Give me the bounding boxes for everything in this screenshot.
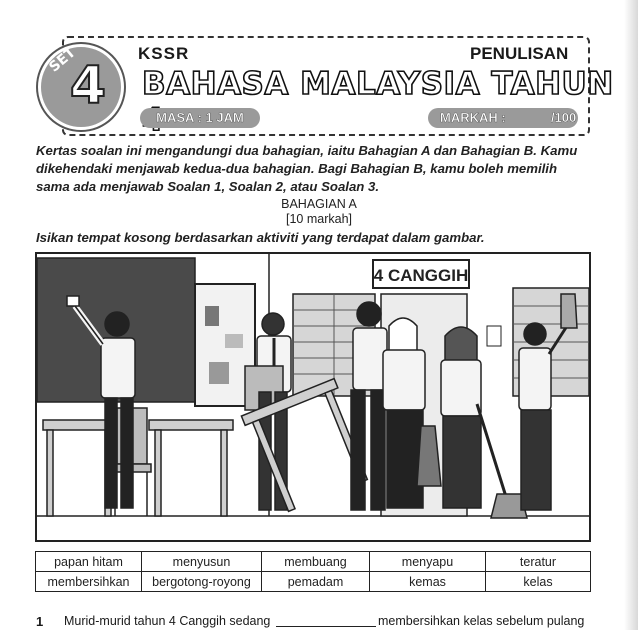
question-number: 1 (36, 614, 44, 629)
section-marks: [10 markah] (285, 212, 352, 226)
question-text-before: Murid-murid tahun 4 Canggih sedang (64, 614, 271, 628)
word-bank-cell: bergotong-royong (142, 572, 262, 592)
task-instruction: Isikan tempat kosong berdasarkan aktiviti yang terdapat dalam gambar. (36, 230, 485, 245)
word-bank-row (36, 552, 591, 572)
notice-paper (225, 334, 243, 348)
classroom-scene (37, 254, 589, 540)
section-name: BAHAGIAN A (281, 197, 357, 211)
notice-paper (209, 362, 229, 384)
marks-badge (428, 108, 578, 128)
curriculum-label: KSSR (138, 44, 190, 63)
word-bank-cell: kelas (486, 572, 591, 592)
set-number: 4 (69, 56, 107, 116)
word-bank-cell: membersihkan (36, 572, 142, 592)
paper-type-label: PENULISAN (470, 44, 569, 63)
word-bank-cell: menyapu (370, 552, 486, 572)
light-switch (487, 326, 501, 346)
answer-blank[interactable] (276, 626, 376, 627)
marks-label: MARKAH : (440, 110, 506, 125)
page-title: BAHASA MALAYSIA TAHUN (142, 66, 614, 102)
question-text-after: membersihkan kelas sebelum pulang (378, 614, 585, 628)
marks-total: /100 (550, 110, 577, 125)
word-bank-cell: kemas (370, 572, 486, 592)
word-bank-row (36, 572, 591, 592)
word-bank-cell: membuang (262, 552, 370, 572)
word-bank-cell: papan hitam (36, 552, 142, 572)
notice-paper (205, 306, 219, 326)
duration-badge: MASA : 1 JAM (140, 108, 260, 128)
word-bank-cell: pemadam (262, 572, 370, 592)
classroom-illustration (35, 252, 591, 542)
instructions-paragraph: Kertas soalan ini mengandungi dua bahagian, iaitu Bahagian A dan Bahagian B. Kamu dikehendaki menjawab kedua-dua bahagian. Bagi Bahagian B, kamu boleh memilih sama ada menjawab Soalan 1, Soalan 2, atau Soalan 3. (36, 143, 578, 194)
word-bank-cell: teratur (486, 552, 591, 572)
word-bank-table (35, 551, 591, 592)
word-bank-cell: menyusun (142, 552, 262, 572)
class-sign-text: 4 CANGGIH (373, 266, 469, 285)
set-label: SET (46, 44, 79, 76)
